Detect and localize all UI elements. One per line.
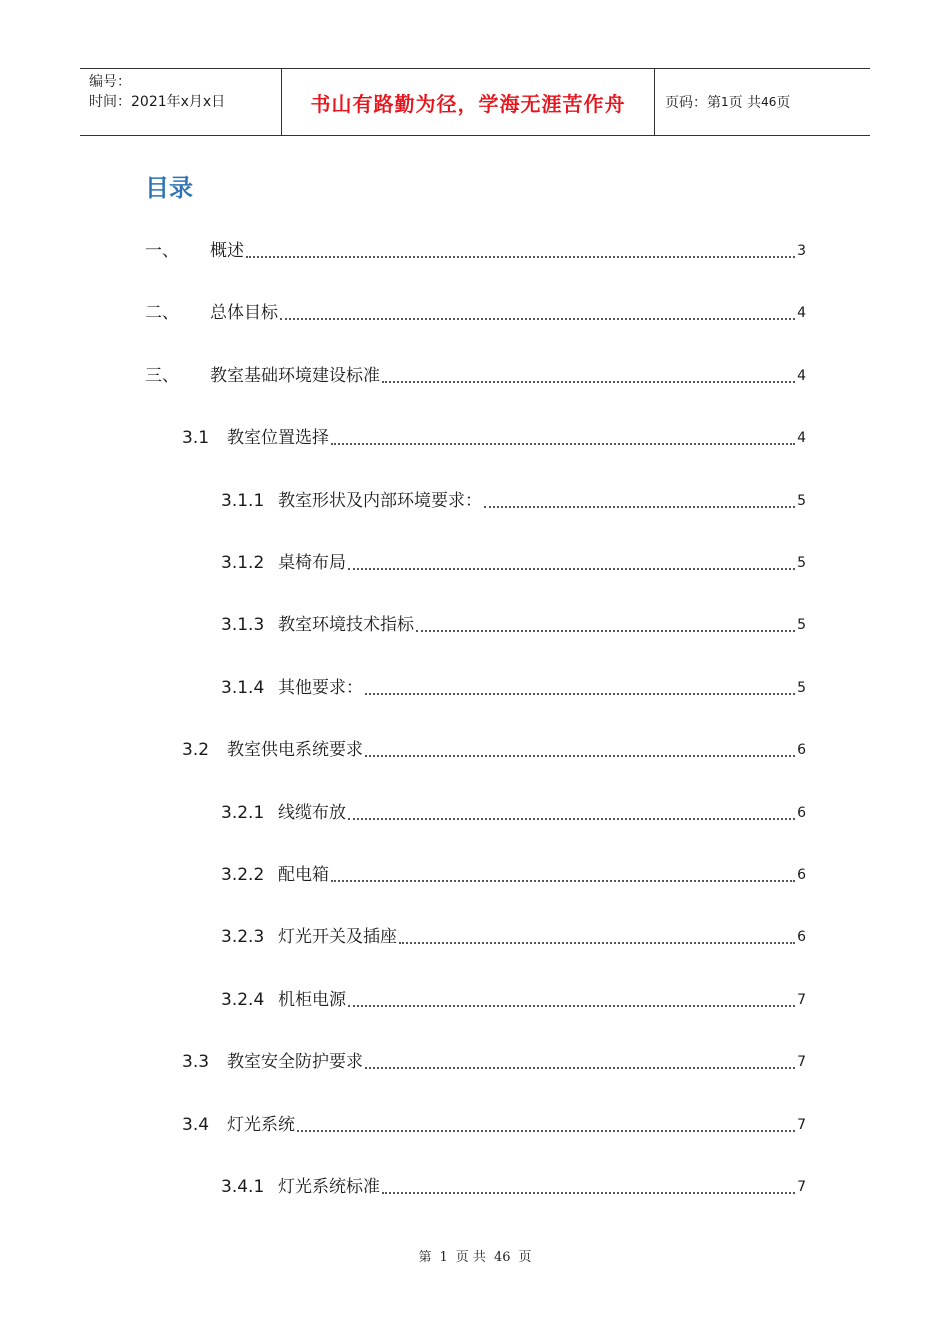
toc-entry-title: 教室形状及内部环境要求： bbox=[278, 491, 482, 511]
header-meta-cell bbox=[80, 69, 282, 135]
toc-entry-page: 7 bbox=[797, 1179, 806, 1195]
toc-entry-number: 3.1 bbox=[182, 428, 210, 448]
toc-entry-title: 概述 bbox=[210, 241, 244, 261]
toc-entry-page: 5 bbox=[797, 555, 806, 571]
toc-entry-title: 教室供电系统要求 bbox=[227, 740, 363, 760]
toc-entry[interactable] bbox=[145, 363, 806, 389]
toc-entry-number: 3.2 bbox=[182, 740, 210, 760]
time-label: 时间： bbox=[89, 94, 131, 110]
toc-entry-page: 5 bbox=[797, 617, 806, 633]
toc-entry[interactable] bbox=[182, 1112, 806, 1138]
toc-entry-page: 6 bbox=[797, 742, 806, 758]
toc-entry-title: 灯光开关及插座 bbox=[278, 927, 397, 947]
footer-suffix: 页 bbox=[518, 1250, 532, 1265]
toc-dot-leader bbox=[331, 443, 795, 445]
toc-entry-number: 3.2.1 bbox=[221, 803, 265, 823]
toc-entry-page: 7 bbox=[797, 992, 806, 1008]
toc-entry-number: 3.1.1 bbox=[221, 491, 265, 511]
toc-entry-number: 3.3 bbox=[182, 1052, 210, 1072]
toc-entry[interactable] bbox=[145, 238, 806, 264]
toc-entry-title: 教室位置选择 bbox=[227, 428, 329, 448]
toc-entry[interactable] bbox=[221, 550, 806, 576]
toc-entry-page: 4 bbox=[797, 368, 806, 384]
time-value: 2021年x月x日 bbox=[131, 94, 226, 110]
toc-entry-title: 配电箱 bbox=[278, 865, 329, 885]
toc-entry-title: 机柜电源 bbox=[278, 990, 346, 1010]
header-page-end: 页 bbox=[776, 95, 791, 111]
toc-dot-leader bbox=[348, 1005, 795, 1007]
toc-dot-leader bbox=[365, 755, 795, 757]
toc-entry-page: 3 bbox=[797, 243, 806, 259]
toc-entry[interactable] bbox=[221, 987, 806, 1013]
toc-entry-number: 二、 bbox=[145, 303, 179, 323]
toc-dot-leader bbox=[246, 256, 795, 258]
toc-dot-leader bbox=[416, 630, 795, 632]
toc-entry-page: 5 bbox=[797, 680, 806, 696]
header-page-mid: 页 共 bbox=[728, 95, 762, 111]
toc-dot-leader bbox=[297, 1130, 795, 1132]
toc-title: 目录 bbox=[145, 174, 193, 202]
number-label: 编号： bbox=[89, 74, 131, 90]
toc-dot-leader bbox=[348, 568, 795, 570]
toc-entry-number: 3.1.4 bbox=[221, 678, 265, 698]
toc-entry-page: 6 bbox=[797, 867, 806, 883]
time-line bbox=[89, 92, 281, 112]
toc-entry-page: 4 bbox=[797, 305, 806, 321]
toc-entry-number: 3.2.4 bbox=[221, 990, 265, 1010]
toc-entry-page: 4 bbox=[797, 430, 806, 446]
toc-entry-page: 6 bbox=[797, 805, 806, 821]
toc-entry-title: 教室环境技术指标 bbox=[278, 615, 414, 635]
toc-entry-number: 3.1.3 bbox=[221, 615, 265, 635]
toc-entry[interactable] bbox=[221, 488, 806, 514]
toc-entry[interactable] bbox=[221, 924, 806, 950]
toc-entry-title: 灯光系统 bbox=[227, 1115, 295, 1135]
toc-entry[interactable] bbox=[221, 675, 806, 701]
toc-entry-number: 一、 bbox=[145, 241, 179, 261]
toc-entry-title: 其他要求： bbox=[278, 678, 363, 698]
toc-entry[interactable] bbox=[221, 800, 806, 826]
toc-entry-page: 5 bbox=[797, 493, 806, 509]
toc-dot-leader bbox=[365, 1067, 795, 1069]
toc-entry[interactable] bbox=[145, 300, 806, 326]
footer-mid: 页 共 bbox=[455, 1250, 486, 1265]
page-header bbox=[80, 68, 870, 136]
toc-entry-title: 灯光系统标准 bbox=[278, 1177, 380, 1197]
toc-entry-page: 7 bbox=[797, 1054, 806, 1070]
toc-entry[interactable] bbox=[182, 737, 806, 763]
toc-dot-leader bbox=[365, 693, 795, 695]
toc-entry-title: 教室安全防护要求 bbox=[227, 1052, 363, 1072]
toc-dot-leader bbox=[331, 880, 795, 882]
toc-dot-leader bbox=[399, 942, 795, 944]
header-page-label: 页码：第 bbox=[665, 95, 721, 111]
footer-current: 1 bbox=[439, 1250, 448, 1265]
toc-entry-number: 三、 bbox=[145, 366, 179, 386]
footer-prefix: 第 bbox=[418, 1250, 432, 1265]
page-footer bbox=[0, 1246, 950, 1265]
toc-entry-title: 线缆布放 bbox=[278, 803, 346, 823]
header-motto: 书山有路勤为径，学海无涯苦作舟 bbox=[310, 91, 626, 116]
toc-entry-number: 3.4 bbox=[182, 1115, 210, 1135]
toc-dot-leader bbox=[348, 818, 795, 820]
toc-entry-number: 3.1.2 bbox=[221, 553, 265, 573]
header-motto-cell bbox=[282, 69, 655, 135]
toc-entry-title: 教室基础环境建设标准 bbox=[210, 366, 380, 386]
header-page-current: 1 bbox=[721, 95, 729, 109]
toc-entry-number: 3.4.1 bbox=[221, 1177, 265, 1197]
toc-entry-page: 6 bbox=[797, 929, 806, 945]
toc-entry-number: 3.2.3 bbox=[221, 927, 265, 947]
toc-dot-leader bbox=[382, 381, 795, 383]
toc-entry[interactable] bbox=[182, 425, 806, 451]
toc-entry[interactable] bbox=[182, 1049, 806, 1075]
toc-entry-title: 总体目标 bbox=[210, 303, 278, 323]
toc-dot-leader bbox=[382, 1192, 795, 1194]
toc-entry[interactable] bbox=[221, 1174, 806, 1200]
toc-dot-leader bbox=[280, 318, 795, 320]
toc-entry-page: 7 bbox=[797, 1117, 806, 1133]
toc-entry[interactable] bbox=[221, 612, 806, 638]
header-page-cell bbox=[655, 69, 870, 135]
footer-total: 46 bbox=[493, 1250, 511, 1265]
toc-entry-title: 桌椅布局 bbox=[278, 553, 346, 573]
header-page-total: 46 bbox=[761, 95, 777, 109]
toc-entry-number: 3.2.2 bbox=[221, 865, 265, 885]
toc-entry[interactable] bbox=[221, 862, 806, 888]
toc-dot-leader bbox=[484, 506, 795, 508]
